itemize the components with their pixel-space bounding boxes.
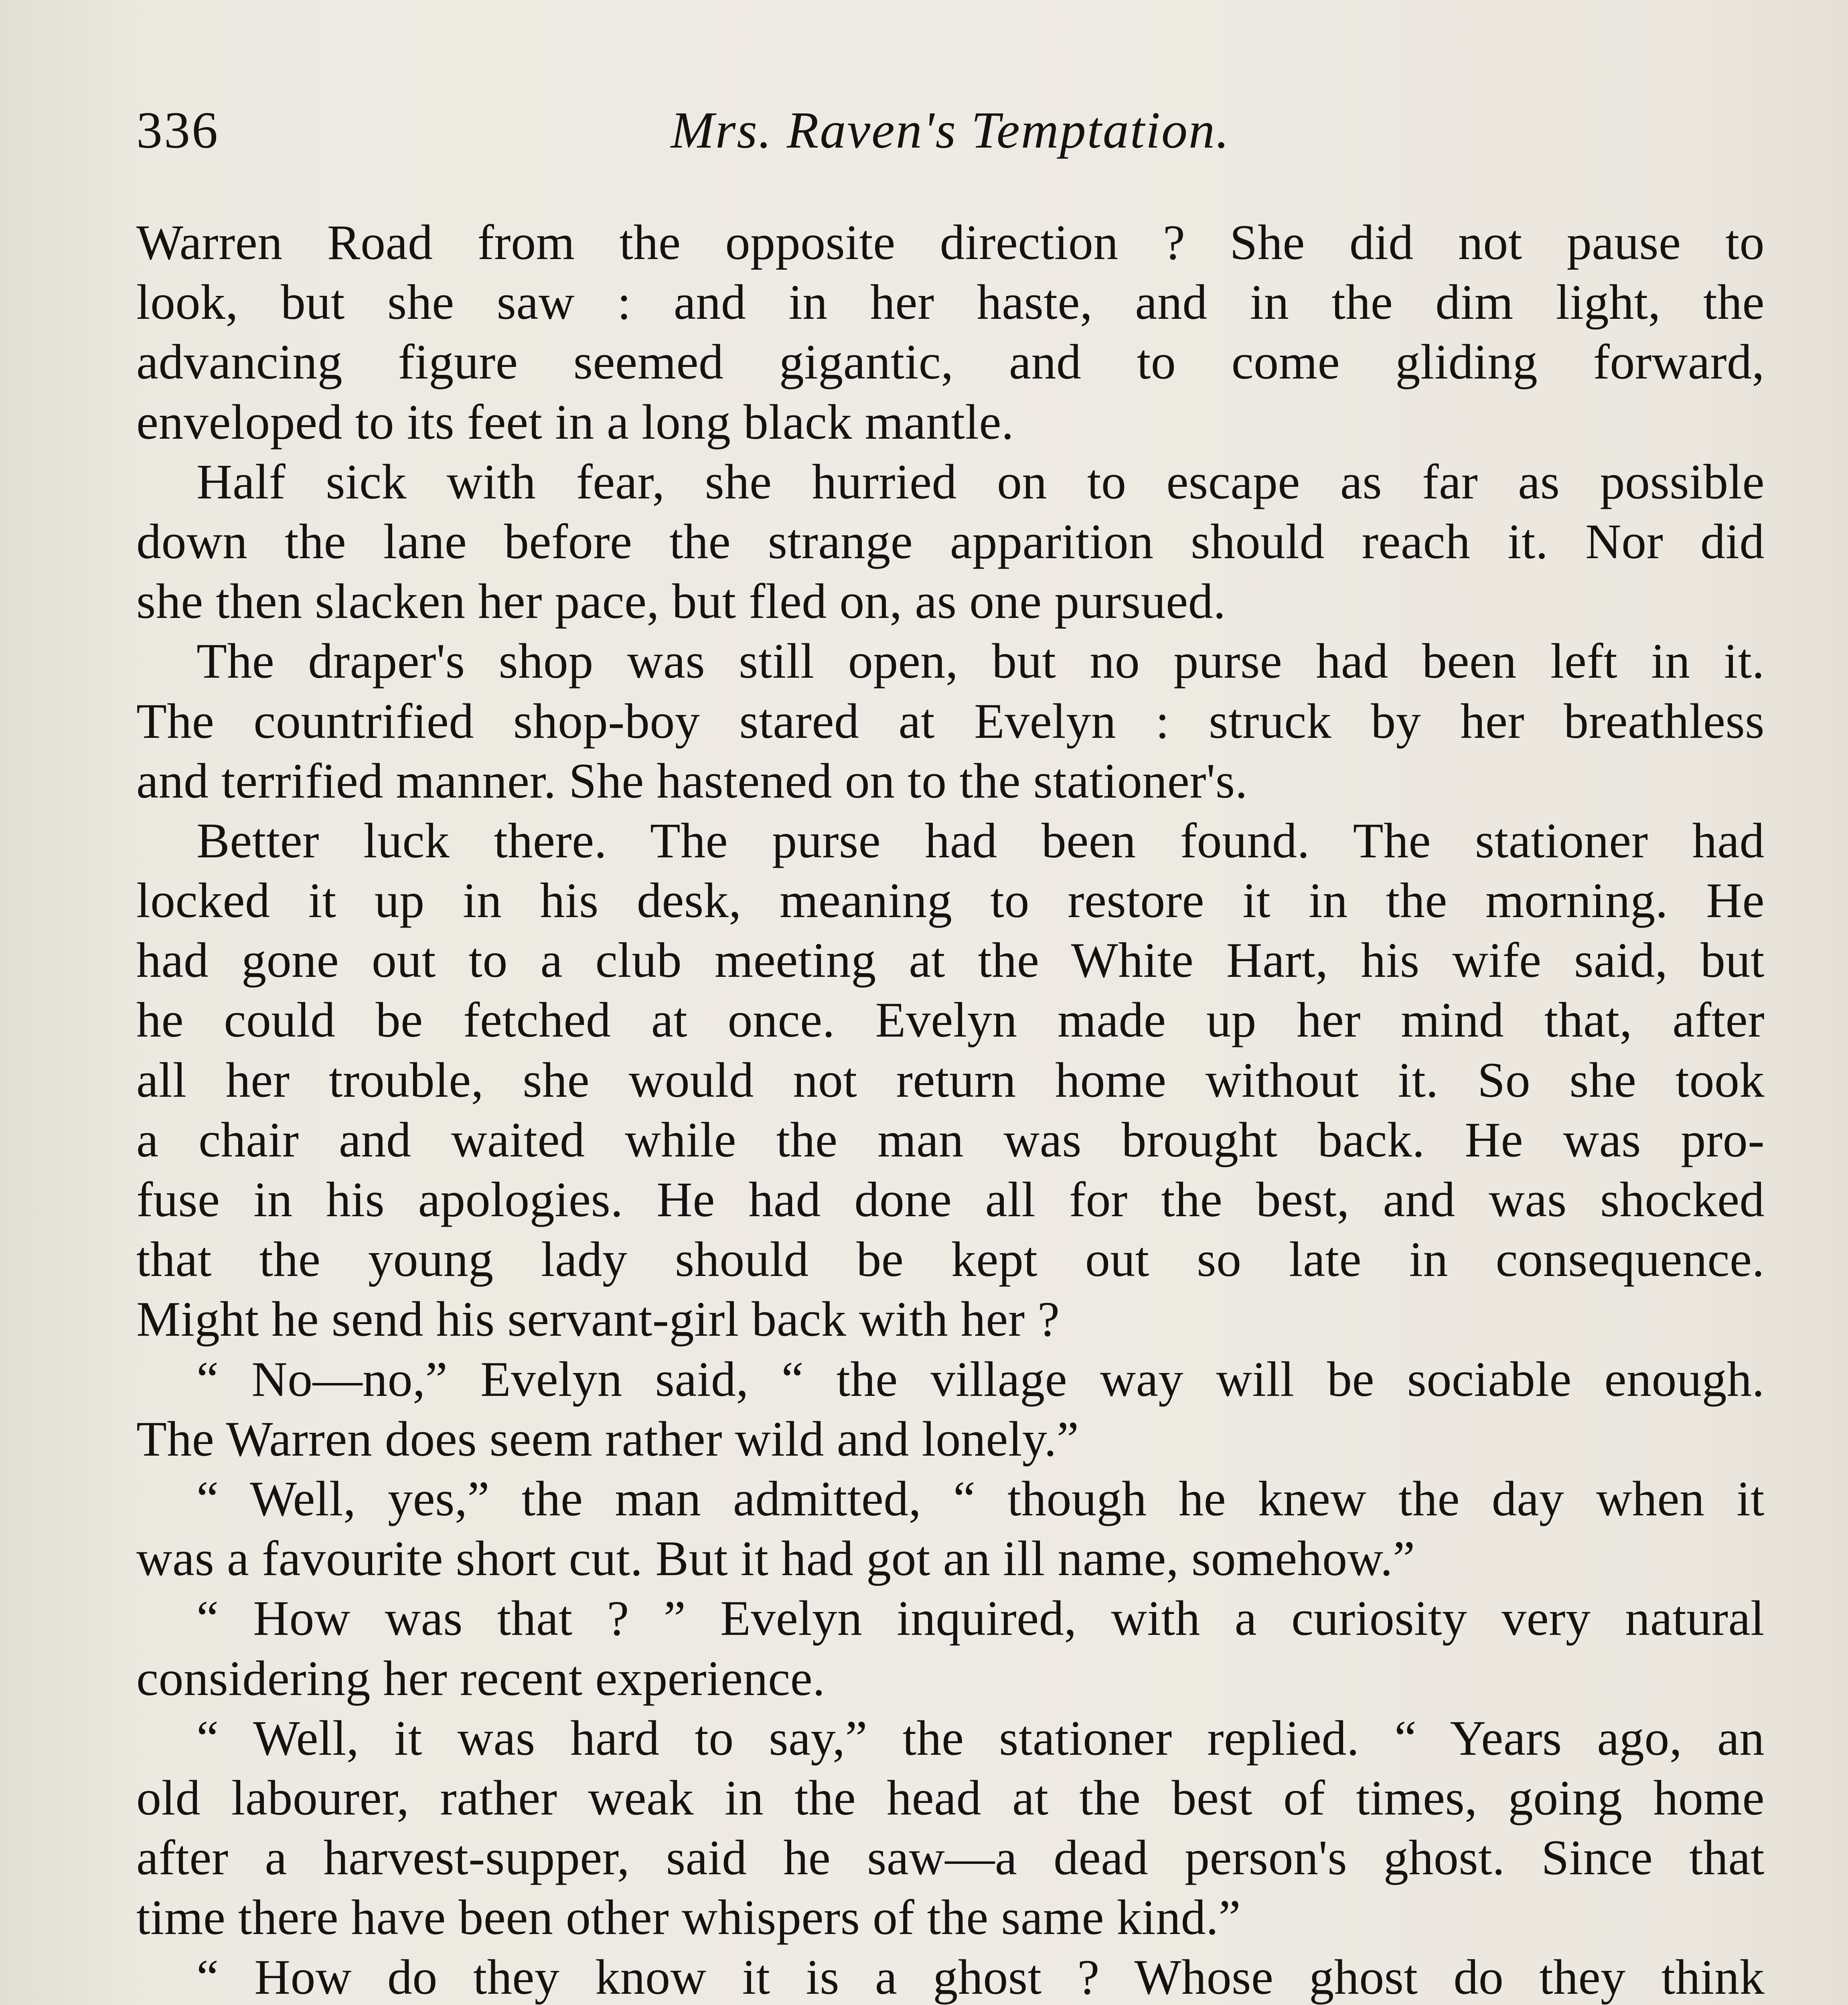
text-line: after a harvest-supper, said he saw—a dead person's ghost. Since that [136,1830,1765,1886]
running-title: Mrs. Raven's Temptation. [671,101,1230,159]
text-line: fuse in his apologies. He had done all for the best, and was shocked [136,1172,1765,1227]
text-line: The countrified shop-boy stared at Evelyn : struck by her breathless [136,693,1765,749]
text-line: Warren Road from the opposite direction ? She did not pause to [136,215,1765,270]
text-line: she then slacken her pace, but fled on, as one pursued. [136,574,1226,629]
page-number: 336 [136,101,219,159]
text-line: Better luck there. The purse had been found. The stationer had [197,813,1765,868]
text-line: Half sick with fear, she hurried on to escape as far as possible [197,454,1765,509]
text-line: The draper's shop was still open, but no purse had been left in it. [197,634,1765,689]
paragraph [136,631,1765,811]
text-line: advancing figure seemed gigantic, and to come gliding forward, [136,334,1765,390]
text-line: “ No—no,” Evelyn said, “ the village way will be sociable enough. [197,1351,1765,1407]
paragraph [136,811,1765,1349]
text-line: enveloped to its feet in a long black mantle. [136,394,1014,450]
text-line: time there have been other whispers of the same kind.” [136,1890,1241,1945]
paragraph [136,213,1765,452]
text-line: had gone out to a club meeting at the White Hart, his wife said, but [136,933,1765,988]
text-line: “ Well, yes,” the man admitted, “ though he knew the day when it [197,1471,1765,1526]
text-line: a chair and waited while the man was brought back. He was pro- [136,1112,1765,1167]
text-line: “ How was that ? ” Evelyn inquired, with a curiosity very natural [197,1591,1765,1646]
text-line: down the lane before the strange apparition should reach it. Nor did [136,514,1765,569]
text-line: he could be fetched at once. Evelyn made up her mind that, after [136,992,1765,1048]
text-line: considering her recent experience. [136,1651,825,1706]
text-line: Might he send his servant-girl back with her ? [136,1292,1060,1347]
text-line: “ How do they know it is a ghost ? Whose ghost do they think [197,1950,1765,2005]
text-line: and terrified manner. She hastened on to the stationer's. [136,753,1248,808]
paragraph [136,1708,1765,1948]
page-header [136,92,1765,172]
text-line: old labourer, rather weak in the head at the best of times, going home [136,1770,1765,1825]
text-line: was a favourite short cut. But it had got an ill name, somehow.” [136,1531,1415,1586]
text-line: The Warren does seem rather wild and lonely.” [136,1411,1079,1466]
text-line: locked it up in his desk, meaning to restore it in the morning. He [136,873,1765,928]
paragraph [136,1469,1765,1588]
text-line: look, but she saw : and in her haste, and in the dim light, the [136,275,1765,330]
body-text [136,213,1765,2005]
text-line: all her trouble, she would not return home without it. So she took [136,1052,1765,1108]
paragraph [136,1947,1765,2005]
text-line: “ Well, it was hard to say,” the stationer replied. “ Years ago, an [197,1710,1765,1766]
text-line: that the young lady should be kept out so late in consequence. [136,1232,1765,1287]
paragraph [136,1349,1765,1469]
paragraph [136,452,1765,632]
paragraph [136,1588,1765,1708]
